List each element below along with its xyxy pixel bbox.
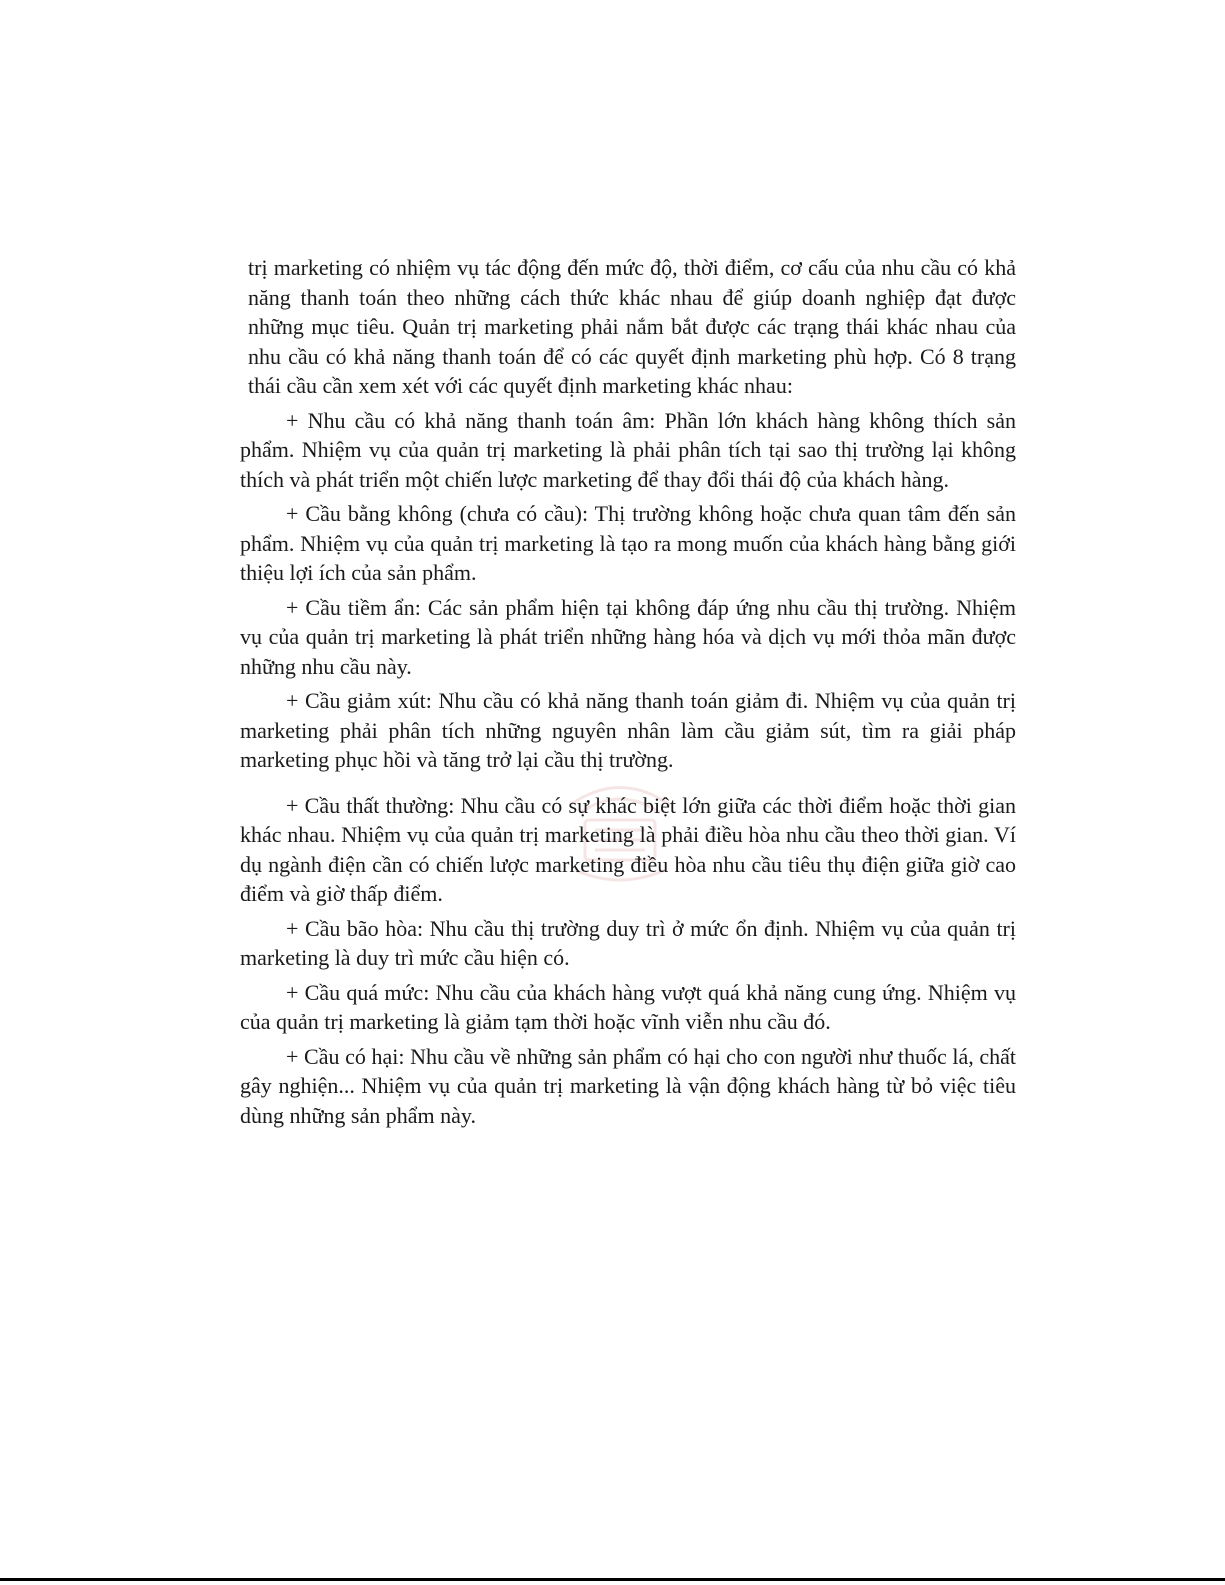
- paragraph-overfull-demand: + Cầu quá mức: Nhu cầu của khách hàng vượt quá khả năng cung ứng. Nhiệm vụ của quản trị marketing là giảm tạm thời hoặc vĩnh viễn nhu cầu đó.: [240, 979, 1016, 1034]
- paragraph-zero-demand: + Cầu bằng không (chưa có cầu): Thị trường không hoặc chưa quan tâm đến sản phẩm. Nhiệm vụ của quản trị marketing là tạo ra mong muốn của khách hàng bằng giới thiệu lợi ích của sản phẩm.: [240, 501, 1016, 585]
- paragraph-irregular-demand: + Cầu thất thường: Nhu cầu có sự khác biệt lớn giữa các thời điểm hoặc thời gian khác nhau. Nhiệm vụ của quản trị marketing là phải điều hòa nhu cầu theo thời gian. Ví dụ ngành điện cần có chiến lược marketing điều hòa nhu cầu tiêu thụ điện giữa giờ cao điểm và giờ thấp điểm.: [240, 792, 1016, 906]
- paragraph-intro: trị marketing có nhiệm vụ tác động đến mức độ, thời điểm, cơ cấu của nhu cầu có khả năng thanh toán theo những cách thức khác nhau để giúp doanh nghiệp đạt được những mục tiêu. Quản trị marketing phải nắm bắt được các trạng thái khác nhau của nhu cầu có khả năng thanh toán để có các quyết định marketing phù hợp. Có 8 trạng thái cầu cần xem xét với các quyết định marketing khác nhau:: [248, 255, 1016, 398]
- paragraph-unwholesome-demand: + Cầu có hại: Nhu cầu về những sản phẩm có hại cho con người như thuốc lá, chất gây nghiện... Nhiệm vụ của quản trị marketing là vận động khách hàng từ bỏ việc tiêu dùng những sản phẩm này.: [240, 1043, 1016, 1128]
- paragraph-declining-demand: + Cầu giảm xút: Nhu cầu có khả năng thanh toán giảm đi. Nhiệm vụ của quản trị marketing phải phân tích những nguyên nhân làm cầu giảm sút, tìm ra giải pháp marketing phục hồi và tăng trở lại cầu thị trường.: [240, 688, 1016, 772]
- paragraph-full-demand: + Cầu bão hòa: Nhu cầu thị trường duy trì ở mức ổn định. Nhiệm vụ của quản trị marketing là duy trì mức cầu hiện có.: [240, 915, 1016, 970]
- bottom-border: [0, 1578, 1225, 1581]
- paragraph-latent-demand: + Cầu tiềm ẩn: Các sản phẩm hiện tại không đáp ứng nhu cầu thị trường. Nhiệm vụ của quản trị marketing là phát triển những hàng hóa và dịch vụ mới thỏa mãn được những nhu cầu này.: [240, 594, 1016, 679]
- body-text: [240, 253, 1016, 1135]
- paragraph-negative-demand: + Nhu cầu có khả năng thanh toán âm: Phần lớn khách hàng không thích sản phẩm. Nhiệm vụ của quản trị marketing là phải phân tích tại sao thị trường lại không thích và phát triển một chiến lược marketing để thay đổi thái độ của khách hàng.: [240, 407, 1016, 492]
